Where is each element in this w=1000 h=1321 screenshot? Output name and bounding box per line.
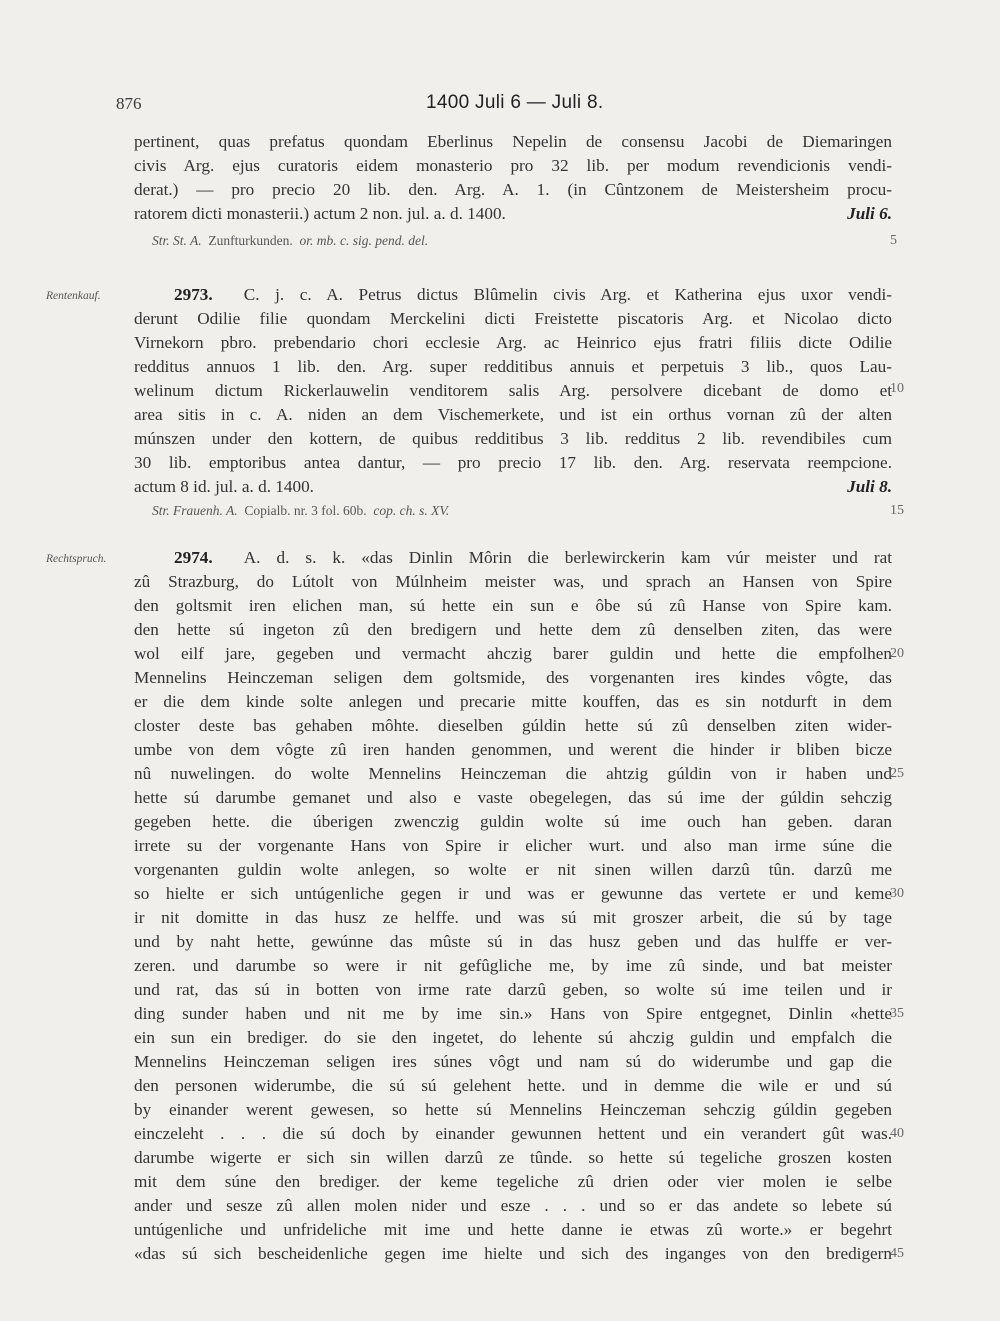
source-archive: Str. St. A. <box>152 233 202 248</box>
text-line: so hielte er sich untúgenliche gegen ir und was er gewunne das vertete er und keme <box>134 884 892 903</box>
text-line-content: actum 8 id. jul. a. d. 1400. <box>134 477 314 496</box>
entry-number: 2973. <box>174 285 213 304</box>
text-line: umbe von dem vôgte zû iren handen genommen, und werent die hinder ir bliben bicze <box>134 740 892 759</box>
text-line: redditus annuos 1 lib. den. Arg. super redditibus annuis et perpetuis 3 lib., quos Lau- <box>134 357 892 376</box>
text-line: den hette sú ingeton zû den bredigern und hette dem zû denselben ziten, das were <box>134 620 892 639</box>
source-archive: Str. Frauenh. A. <box>152 503 238 518</box>
source-collection: Copialb. nr. 3 fol. 60b. <box>244 503 367 518</box>
text-line: derunt Odilie filie quondam Merckelini dicti Freistette piscatoris Arg. et Nicolao dicto <box>134 309 892 328</box>
line-number: 15 <box>890 503 904 518</box>
text-line: wol eilf jare, gegeben und vermacht ahczig barer guldin und hette die empfolhen <box>134 644 892 663</box>
entry-date: Juli 6. <box>847 204 892 223</box>
text-line: irrete su der vorgenante Hans von Spire ir elicher wurt. und also man irme súne die <box>134 836 892 855</box>
text-line: welinum dictum Rickerlauwelin venditorem salis Arg. persolvere dicebant de domo et <box>134 381 892 400</box>
text-line: zeren. und darumbe so were ir nit gefûgliche me, by ime zû sinde, und bat meister <box>134 956 892 975</box>
text-line: gegeben hette. die úberigen zwenczig guldin wolte sú ime ouch han geben. daran <box>134 812 892 831</box>
text-line: er die dem kinde solte anlegen und precarie mitte kouffen, das es sin notdurft in dem <box>134 692 892 711</box>
page-number: 876 <box>116 94 142 113</box>
line-number: 10 <box>890 381 904 396</box>
text-line: und rat, das sú in botten von irme rate darzû geben, so wolte sú ime teilen und ir <box>134 980 892 999</box>
source-description: or. mb. c. sig. pend. del. <box>299 233 429 248</box>
text-line: Mennelins Heinczeman seligen dem goltsmide, des vorgenanten ires kindes vôgte, das <box>134 668 892 687</box>
text-line: darumbe wigerte er sich sin willen darzû ze tûnde. so hette sú tegeliche groszen kosten <box>134 1148 892 1167</box>
line-number: 45 <box>890 1246 904 1261</box>
text-line: und by naht hette, gewúnne das mûste sú in das husz geben und das hulffe er ver- <box>134 932 892 951</box>
line-number: 5 <box>890 233 897 248</box>
text-line: ander und sesze zû allen molen nider und esze . . . und so er das andete so lebete sú <box>134 1196 892 1215</box>
margin-label: Rechtspruch. <box>46 553 107 565</box>
text-line: zû Strazburg, do Lútolt von Múlnheim meister was, und sprach an Hansen von Spire <box>134 572 892 591</box>
text-line: closter deste bas gehaben môhte. dieselben gúldin hette sú zû denselben ziten wider- <box>134 716 892 735</box>
text-line-first <box>134 283 892 306</box>
margin-label: Rentenkauf. <box>46 290 101 302</box>
text-line: area sitis in c. A. niden an dem Vischemerkete, und ist ein orthus vornan zû der alten <box>134 405 892 424</box>
text-line: múnszen under den kottern, de quibus redditibus 3 lib. redditus 2 lib. revendibiles cum <box>134 429 892 448</box>
text-line: Virnekorn pbro. prebendario chori ecclesie Arg. ac Heinrico ejus fratri filiis dicte Odilie <box>134 333 892 352</box>
text-line: ir nit domitte in das husz ze helffe. und was sú mit groszer arbeit, die sú by tage <box>134 908 892 927</box>
source-description: cop. ch. s. XV. <box>373 503 450 518</box>
line-number: 25 <box>890 766 904 781</box>
text-line: pertinent, quas prefatus quondam Eberlinus Nepelin de consensu Jacobi de Diemaringen <box>134 132 892 151</box>
text-line: «das sú sich bescheidenliche gegen ime hielte und sich des inganges von den bredigern <box>134 1244 892 1263</box>
text-line: nû nuwelingen. do wolte Mennelins Heinczeman die ahtzig gúldin von ir haben und <box>134 764 892 783</box>
text-line: den personen widerumbe, die sú sú gelehent hette. und in demme die wile er und sú <box>134 1076 892 1095</box>
text-line: by einander werent gewesen, so hette sú Mennelins Heinczeman sehczig gúldin gegeben <box>134 1100 892 1119</box>
entry-number: 2974. <box>174 548 213 567</box>
text-line: ein sun ein brediger. do sie den ingetet, do lehente sú ahczig guldin und empfalch die <box>134 1028 892 1047</box>
source-collection: Zunfturkunden. <box>208 233 293 248</box>
line-number: 40 <box>890 1126 904 1141</box>
text-line-with-date <box>134 202 892 225</box>
entry-date: Juli 8. <box>847 477 892 496</box>
source-note <box>152 501 892 521</box>
text-line-first <box>134 546 892 569</box>
text-line: vorgenanten guldin wolte anlegen, so wolte er nit sinen willen darzû tûn. darzû me <box>134 860 892 879</box>
running-title: 1400 Juli 6 — Juli 8. <box>426 92 604 113</box>
text-line-content: ratorem dicti monasterii.) actum 2 non. jul. a. d. 1400. <box>134 204 506 223</box>
text-line: derat.) — pro precio 20 lib. den. Arg. A. 1. (in Cûntzonem de Meistersheim procu- <box>134 180 892 199</box>
text-line: den goltsmit iren elichen man, sú hette ein sun e ôbe sú zû Hanse von Spire kam. <box>134 596 892 615</box>
text-line: ding sunder haben und nit me by ime sin.» Hans von Spire entgegnet, Dinlin «hette <box>134 1004 892 1023</box>
line-number: 20 <box>890 646 904 661</box>
text-line: einczeleht . . . die sú doch by einander gewunnen hettent und ein verandert gût was. <box>134 1124 892 1143</box>
text-line-content: C. j. c. A. Petrus dictus Blûmelin civis Arg. et Katherina ejus uxor vendi- <box>243 285 892 304</box>
page-header <box>0 94 1000 120</box>
text-line: Mennelins Heinczeman seligen ires súnes vôgt und nam sú do widerumbe und gap die <box>134 1052 892 1071</box>
text-line: civis Arg. ejus curatoris eidem monasterio pro 32 lib. per modum revendicionis vendi- <box>134 156 892 175</box>
text-line: untúgenliche und unfrideliche mit ime und hette danne ie etwas zû worte.» er begehrt <box>134 1220 892 1239</box>
text-line: mit dem súne den brediger. der keme tegeliche zû drien oder vier molen ie selbe <box>134 1172 892 1191</box>
source-note <box>152 231 892 251</box>
line-number: 35 <box>890 1006 904 1021</box>
text-line: hette sú darumbe gemanet und also e vaste obegelegen, das sú ime der gúldin sehczig <box>134 788 892 807</box>
text-line-with-date <box>134 475 892 498</box>
text-line: 30 lib. emptoribus antea dantur, — pro precio 17 lib. den. Arg. reservata reempcione. <box>134 453 892 472</box>
text-line-content: A. d. s. k. «das Dinlin Môrin die berlewirckerin kam vúr meister und rat <box>243 548 892 567</box>
line-number: 30 <box>890 886 904 901</box>
